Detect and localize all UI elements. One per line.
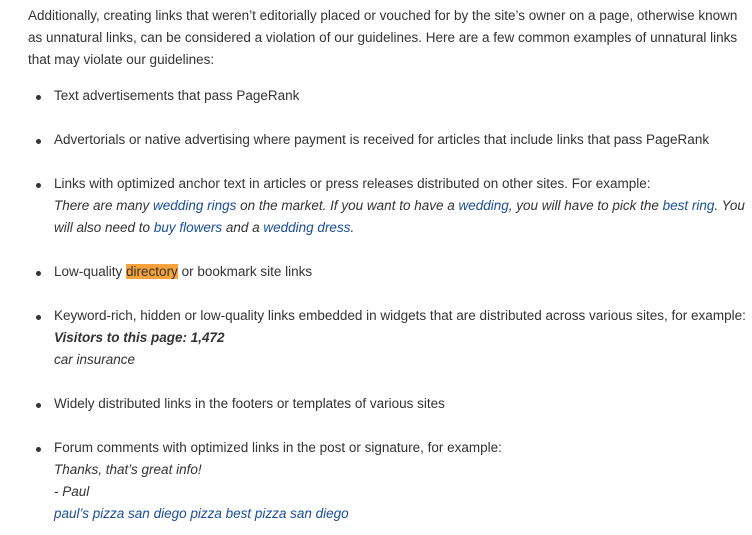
example-text: , you will have to pick the — [508, 198, 663, 213]
example-text: and a — [222, 220, 264, 235]
wedding-dress-link[interactable]: wedding dress — [263, 220, 351, 235]
bullet — [36, 95, 41, 100]
bullet — [36, 271, 41, 276]
wedding-link[interactable]: wedding — [458, 198, 509, 213]
intro-line: Additionally, creating links that weren’t editorially placed or vouched for by the site’s owner on a page, otherwise known — [28, 8, 738, 23]
bullet — [36, 183, 41, 188]
example-text: . — [350, 220, 355, 235]
intro-paragraph — [28, 5, 750, 71]
item-text-part: or bookmark site links — [177, 264, 313, 279]
pizza-signature-link[interactable]: paul’s pizza san diego pizza best pizza san diego — [54, 506, 349, 521]
intro-line: that may violate our guidelines: — [28, 52, 215, 67]
bullet — [36, 447, 41, 452]
item-text: Forum comments with optimized links in the post or signature, for example: — [54, 440, 502, 455]
example-line: - Paul — [54, 484, 90, 499]
bullet — [36, 139, 41, 144]
example-line: Thanks, that’s great info! — [54, 462, 202, 477]
item-text: Links with optimized anchor text in articles or press releases distributed on other sites. For example: — [54, 176, 651, 191]
example-line — [54, 217, 750, 239]
example-line: car insurance — [54, 352, 136, 367]
example-line — [54, 327, 750, 349]
example-text: will also need to — [54, 220, 154, 235]
bullet — [36, 315, 41, 320]
visitor-counter: Visitors to this page: 1,472 — [54, 330, 225, 345]
item-text-part: Low-quality — [54, 264, 127, 279]
intro-line: as unnatural links, can be considered a violation of our guidelines. Here are a few common examples of unnatural links — [28, 30, 738, 45]
example-text: . You — [714, 198, 745, 213]
item-text: Keyword-rich, hidden or low-quality links embedded in widgets that are distributed across various sites, for example: — [54, 308, 746, 323]
bullet — [36, 403, 41, 408]
example-line — [54, 195, 750, 217]
example-text: There are many — [54, 198, 154, 213]
item-text — [54, 261, 750, 283]
item-text: Text advertisements that pass PageRank — [54, 88, 300, 103]
item-text: Advertorials or native advertising where payment is received for articles that include links that pass PageRank — [54, 132, 710, 147]
search-highlight: directory — [126, 264, 178, 279]
example-text: on the market. If you want to have a — [236, 198, 459, 213]
buy-flowers-link[interactable]: buy flowers — [153, 220, 223, 235]
item-text: Widely distributed links in the footers or templates of various sites — [54, 396, 445, 411]
best-ring-link[interactable]: best ring — [662, 198, 715, 213]
wedding-rings-link[interactable]: wedding rings — [153, 198, 237, 213]
example-line — [54, 503, 750, 525]
